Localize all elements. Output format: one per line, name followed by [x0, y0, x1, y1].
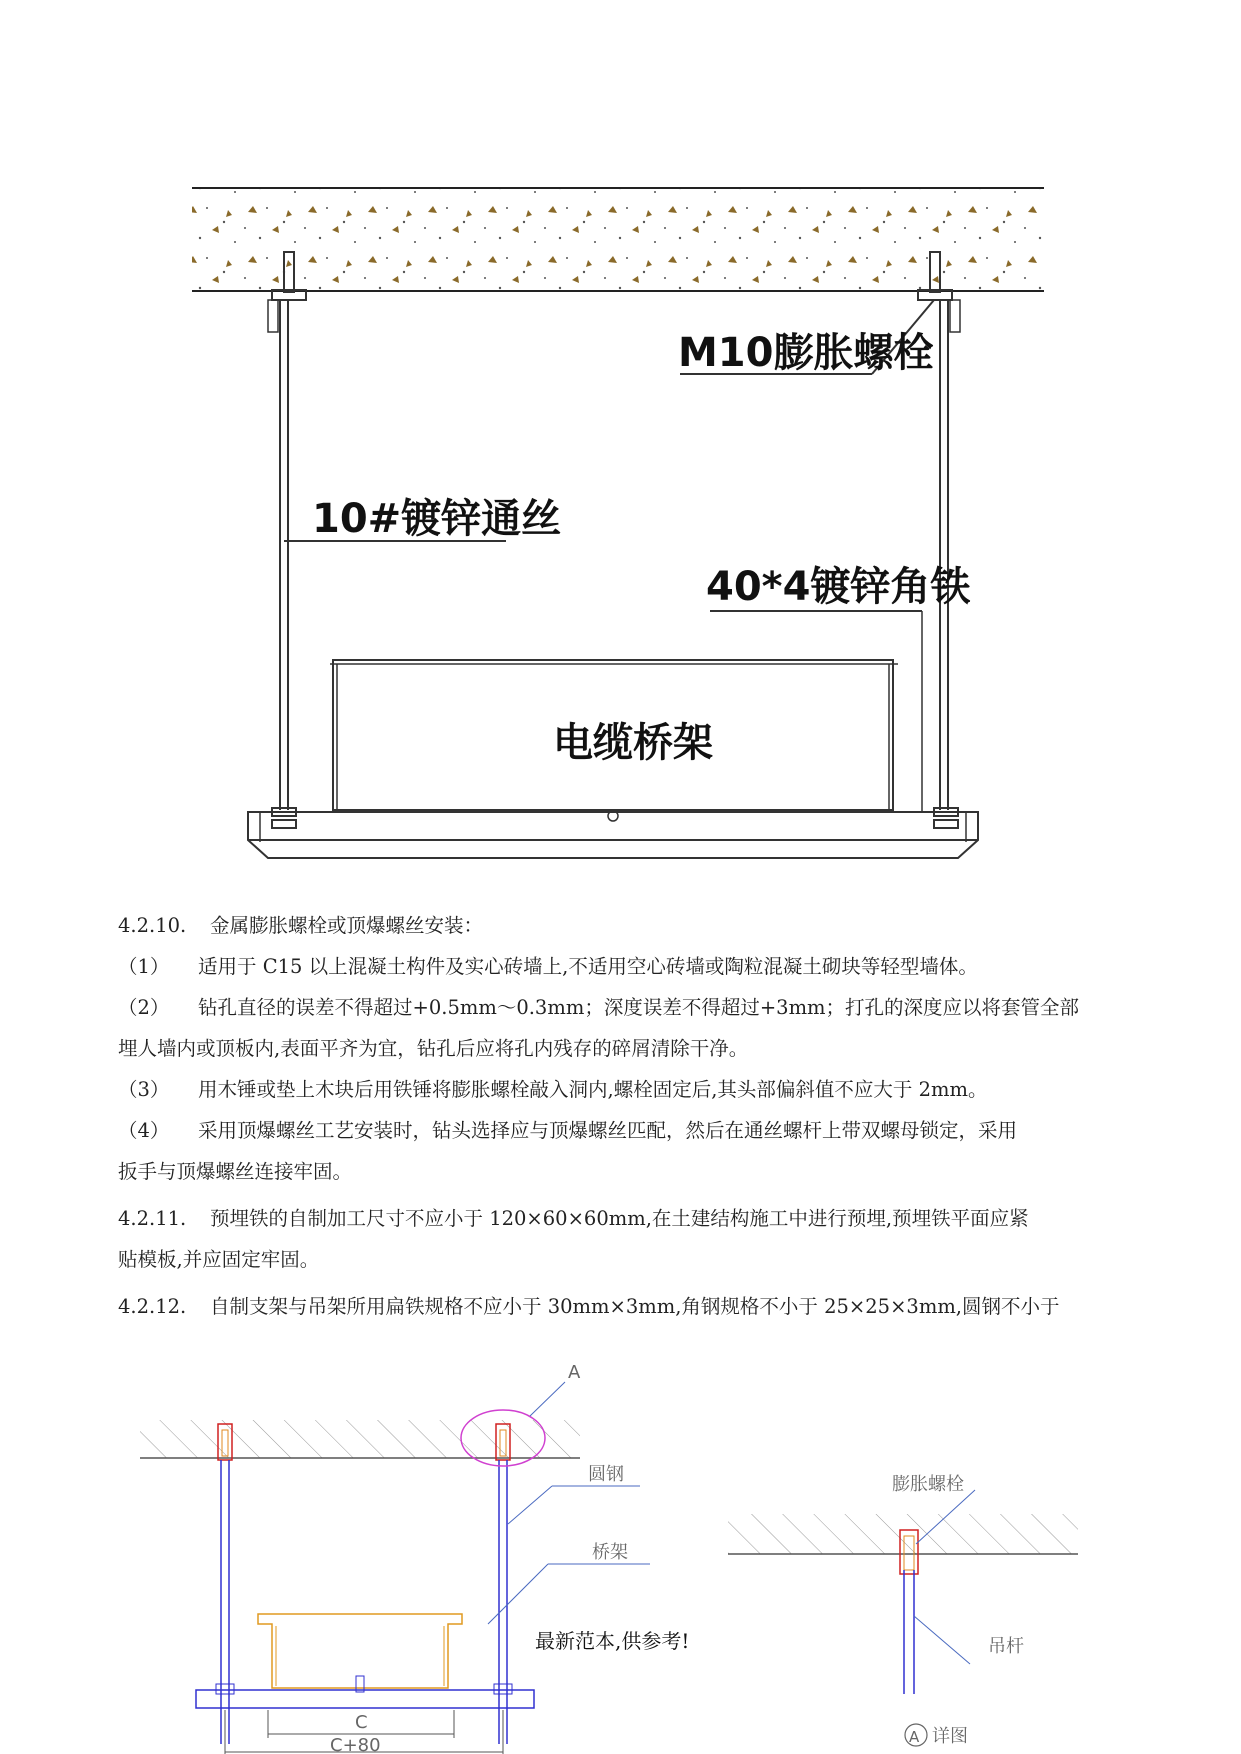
- list-item: [118, 1069, 1130, 1110]
- dimension-outer-label: C+80: [330, 1735, 381, 1754]
- detail-caption: 详图: [932, 1726, 968, 1747]
- item-text: 采用顶爆螺丝工艺安装时，钻头选择应与顶爆螺丝匹配，然后在通丝螺杆上带双螺母锁定，采用: [198, 1119, 1018, 1142]
- anchor-bolt-label: M10膨胀螺栓: [678, 330, 934, 376]
- section-4-2-10: [118, 905, 1130, 946]
- item-index: （2）: [118, 996, 170, 1019]
- angle-iron: [248, 812, 978, 858]
- list-item: [118, 987, 1130, 1028]
- round-steel-label: 圆钢: [588, 1464, 624, 1485]
- dimension-inner-label: C: [355, 1712, 368, 1733]
- reference-note: 最新范本,供参考!: [535, 1629, 690, 1653]
- section-continuation: [118, 1239, 1130, 1280]
- tray-label: 桥架: [592, 1542, 628, 1563]
- item-index: （4）: [118, 1119, 170, 1142]
- section-number: 4.2.11.: [118, 1207, 187, 1230]
- tray-shape: [258, 1614, 462, 1688]
- item-index: （1）: [118, 955, 170, 978]
- item-text: 埋人墙内或顶板内,表面平齐为宜，钻孔后应将孔内残存的碎屑清除干净。: [118, 1037, 749, 1060]
- detail-anchor-bolt-label: 膨胀螺栓: [892, 1474, 964, 1495]
- list-item: [118, 1110, 1130, 1151]
- angle-iron-label: 40*4镀锌角铁: [706, 564, 971, 610]
- section-number: 4.2.12.: [118, 1295, 187, 1318]
- cable-tray-label: 电缆桥架: [553, 720, 713, 766]
- threaded-rod-label: 10#镀锌通丝: [312, 496, 562, 542]
- section-text: 预埋铁的自制加工尺寸不应小于 120×60×60mm,在土建结构施工中进行预埋,预埋铁平面应紧: [210, 1207, 1029, 1230]
- item-text: 适用于 C15 以上混凝土构件及实心砖墙上,不适用空心砖墙或陶粒混凝土砌块等轻型墙体。: [198, 955, 978, 978]
- section-text: 金属膨胀螺栓或顶爆螺丝安装：: [210, 914, 484, 937]
- specification-text: [118, 905, 1130, 1327]
- item-text: 钻孔直径的误差不得超过+0.5mm～0.3mm；深度误差不得超过+3mm；打孔的深度应以将套管全部: [198, 996, 1080, 1019]
- detail-caption-marker: A: [909, 1728, 920, 1746]
- list-item: [118, 946, 1130, 987]
- item-index: （3）: [118, 1078, 170, 1101]
- section-text: 贴模板,并应固定牢固。: [118, 1248, 320, 1271]
- section-4-2-12: [118, 1286, 1130, 1327]
- list-item-continuation: [118, 1028, 1130, 1069]
- section-4-2-11: [118, 1198, 1130, 1239]
- concrete-slab: [192, 188, 1044, 291]
- item-text: 用木锤或垫上木块后用铁锤将膨胀螺栓敲入洞内,螺栓固定后,其头部偏斜值不应大于 2mm。: [198, 1078, 988, 1101]
- detail-marker-label: A: [568, 1362, 581, 1383]
- section-number: 4.2.10.: [118, 914, 187, 937]
- figure-hanger-detail: [0, 1354, 1241, 1754]
- item-text: 扳手与顶爆螺丝连接牢固。: [118, 1160, 353, 1183]
- list-item-continuation: [118, 1151, 1130, 1192]
- hanger-rod-label: 吊杆: [988, 1636, 1024, 1657]
- section-text: 自制支架与吊架所用扁铁规格不应小于 30mm×3mm,角钢规格不小于 25×25×3mm,圆钢不小于: [210, 1295, 1060, 1318]
